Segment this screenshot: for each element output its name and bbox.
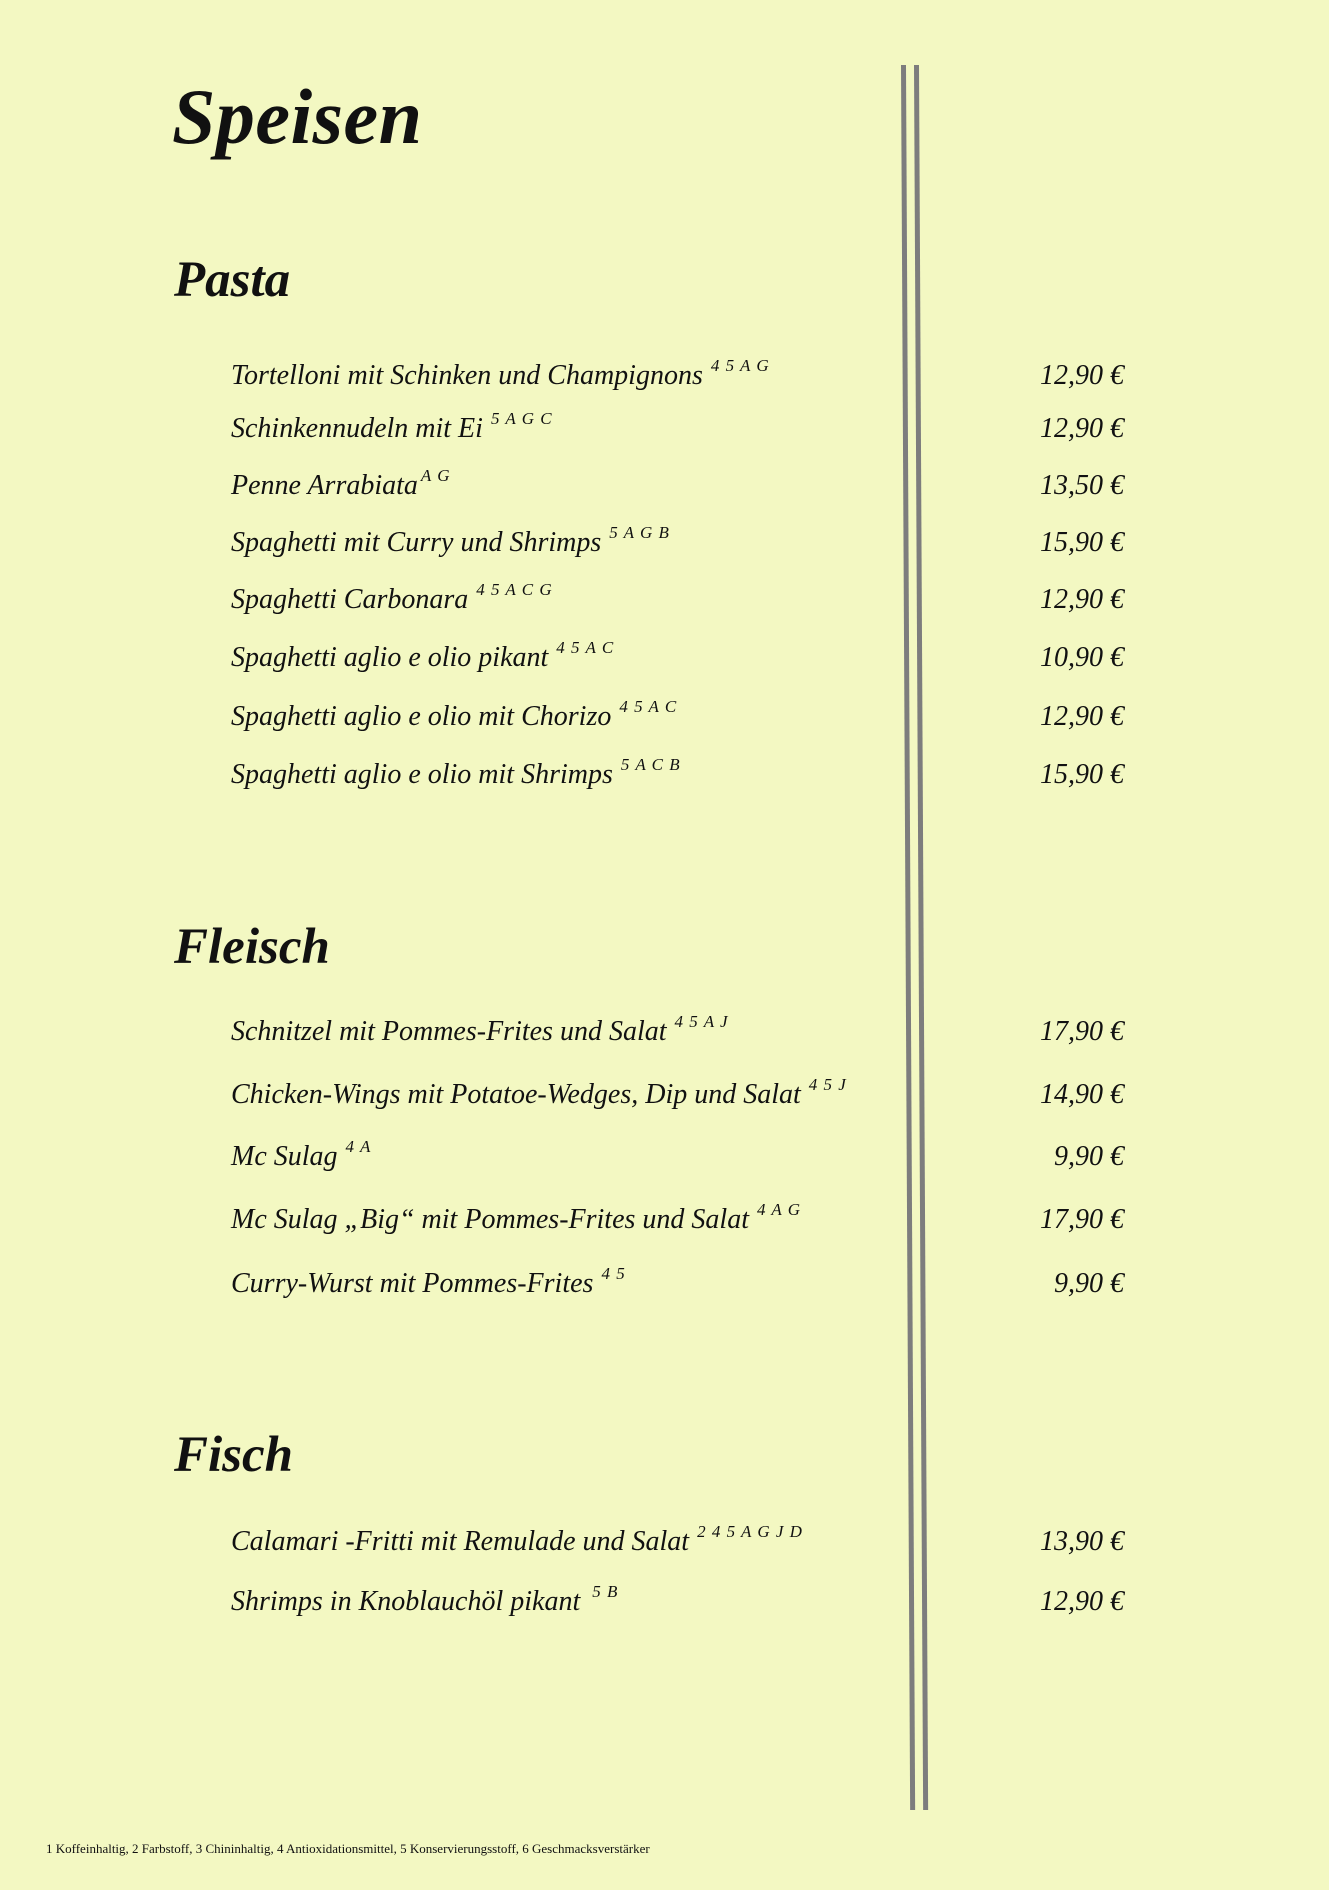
allergen-codes: 4 5 [601,1264,626,1283]
allergen-codes: 4 5 A C G [476,580,553,599]
item-price: 12,90 € [1040,360,1124,391]
item-price: 17,90 € [1040,1016,1124,1047]
menu-item [231,1258,1124,1298]
item-price: 12,90 € [1040,1586,1124,1617]
allergen-codes: A G [420,466,451,485]
allergen-codes: 4 A G [756,1200,802,1219]
item-price: 15,90 € [1040,527,1124,558]
allergen-codes: 2 4 5 A G J D [697,1522,803,1541]
menu-item [231,517,1124,557]
item-name: Curry-Wurst mit Pommes-Frites $^{4 5}$ [231,1264,626,1299]
menu-item [231,350,1124,390]
item-name: Mc Sulag $^{4 A}$ [231,1137,372,1172]
menu-item [231,1576,1124,1616]
item-name: Mc Sulag „Big“ mit Pommes-Frites und Salat $^{4 A G}$ [231,1200,802,1235]
menu-item [231,403,1124,443]
item-price: 17,90 € [1040,1204,1124,1235]
allergen-codes: 5 B [592,1582,619,1601]
item-price: 15,90 € [1040,759,1124,790]
menu-item [231,691,1124,731]
allergen-codes: 4 5 A G [710,356,770,375]
allergen-codes: 4 A [345,1137,372,1156]
item-price: 9,90 € [1054,1141,1124,1172]
menu-item [231,1516,1124,1556]
item-name: Spaghetti aglio e olio pikant $^{4 5 A C}$ [231,638,615,673]
menu-item [231,1131,1124,1171]
allergen-codes: 4 5 J [808,1075,847,1094]
menu-item [231,574,1124,614]
allergen-codes: 5 A G B [609,523,670,542]
item-name: Spaghetti Carbonara $^{4 5 A C G}$ [231,580,553,615]
allergen-codes: 4 5 A C [556,638,615,657]
item-price: 13,50 € [1040,470,1124,501]
item-price: 12,90 € [1040,584,1124,615]
menu-item [231,1006,1124,1046]
allergen-codes: 4 5 A J [674,1012,729,1031]
allergen-codes: 5 A G C [490,409,553,428]
section-heading-pasta: Pasta [174,252,291,308]
allergen-footnote: 1 Koffeinhaltig, 2 Farbstoff, 3 Chininhaltig, 4 Antioxidationsmittel, 5 Konservierungsstoff, 6 Geschmacksverstärker [46,1841,650,1856]
menu-item [231,1194,1124,1234]
menu-item [231,749,1124,789]
allergen-codes: 4 5 A C [619,697,678,716]
item-price: 12,90 € [1040,701,1124,732]
item-name: Schnitzel mit Pommes-Frites und Salat $^{4 5 A J}$ [231,1012,729,1047]
item-name: Shrimps in Knoblauchöl pikant $^{5 B}$ [231,1582,619,1617]
item-price: 13,90 € [1040,1526,1124,1557]
item-name: Spaghetti mit Curry und Shrimps $^{5 A G B}$ [231,523,670,558]
page-title: Speisen [172,73,423,160]
section-heading-fleisch: Fleisch [174,919,330,975]
item-name: Schinkennudeln mit Ei $^{5 A G C}$ [231,409,553,444]
menu-item [231,632,1124,672]
item-price: 9,90 € [1054,1268,1124,1299]
item-name: Spaghetti aglio e olio mit Shrimps $^{5 A C B}$ [231,755,681,790]
item-price: 12,90 € [1040,413,1124,444]
menu-item [231,460,1124,500]
item-price: 10,90 € [1040,642,1124,673]
section-heading-fisch: Fisch [174,1427,294,1483]
item-name: Tortelloni mit Schinken und Champignons $^{4 5 A G}$ [231,356,770,391]
menu-item [231,1069,1124,1109]
allergen-codes: 5 A C B [620,755,681,774]
item-name: Penne Arrabiata $^{A G}$ [231,466,451,501]
item-name: Chicken-Wings mit Potatoe-Wedges, Dip und Salat $^{4 5 J}$ [231,1075,847,1110]
item-name: Calamari -Fritti mit Remulade und Salat $^{2 4 5 A G J D}$ [231,1522,803,1557]
item-name: Spaghetti aglio e olio mit Chorizo $^{4 5 A C}$ [231,697,678,732]
item-price: 14,90 € [1040,1079,1124,1110]
